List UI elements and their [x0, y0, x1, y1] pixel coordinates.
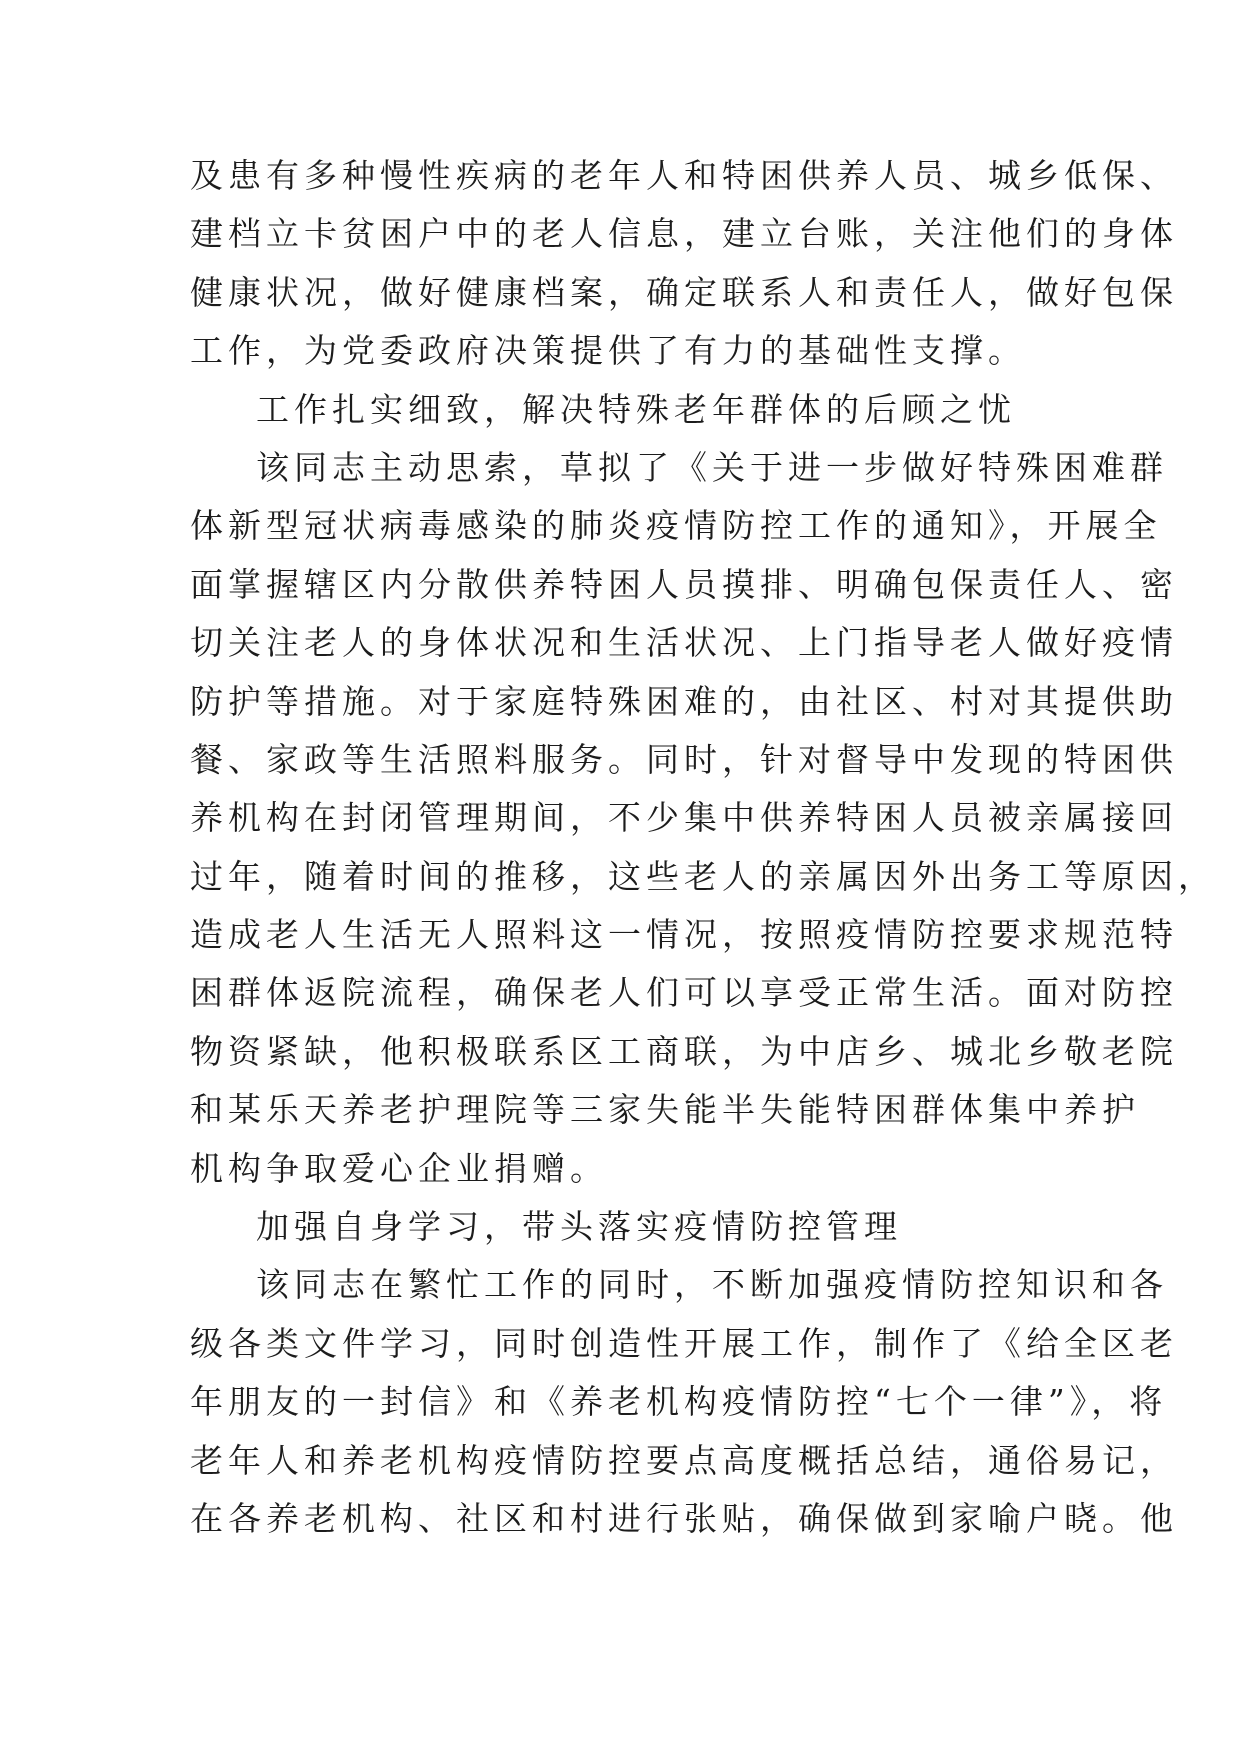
paragraph-first-line: 该同志主动思索，草拟了《关于进一步做好特殊困难群	[256, 447, 1168, 487]
text-line: 面掌握辖区内分散供养特困人员摸排、明确包保责任人、密	[190, 564, 1178, 604]
text-line: 餐、家政等生活照料服务。同时，针对督导中发现的特困供	[190, 739, 1178, 779]
text-line: 体新型冠状病毒感染的肺炎疫情防控工作的通知》，开展全	[190, 506, 1162, 546]
paragraph-first-line: 加强自身学习，带头落实疫情防控管理	[256, 1207, 902, 1247]
text-line: 老年人和养老机构疫情防控要点高度概括总结，通俗易记，	[190, 1440, 1178, 1480]
text-line: 和某乐天养老护理院等三家失能半失能特困群体集中养护	[190, 1090, 1140, 1130]
text-line: 健康状况，做好健康档案，确定联系人和责任人，做好包保	[190, 272, 1178, 312]
document-body	[190, 147, 1216, 1548]
text-line: 年朋友的一封信》和《养老机构疫情防控“七个一律”》，将	[190, 1382, 1168, 1422]
text-line: 建档立卡贫困户中的老人信息，建立台账，关注他们的身体	[190, 214, 1178, 254]
text-line: 造成老人生活无人照料这一情况，按照疫情防控要求规范特	[190, 915, 1178, 955]
text-line: 物资紧缺，他积极联系区工商联，为中店乡、城北乡敬老院	[190, 1031, 1178, 1071]
paragraph-first-line: 该同志在繁忙工作的同时，不断加强疫情防控知识和各	[256, 1265, 1168, 1305]
text-line: 养机构在封闭管理期间，不少集中供养特困人员被亲属接回	[190, 798, 1178, 838]
text-line: 工作，为党委政府决策提供了有力的基础性支撑。	[190, 331, 1026, 371]
text-line: 在各养老机构、社区和村进行张贴，确保做到家喻户晓。他	[190, 1498, 1178, 1538]
text-line: 及患有多种慢性疾病的老年人和特困供养人员、城乡低保、	[190, 156, 1178, 195]
text-line: 机构争取爱心企业捐赠。	[190, 1148, 608, 1188]
text-line: 困群体返院流程，确保老人们可以享受正常生活。面对防控	[190, 973, 1178, 1013]
text-line: 级各类文件学习，同时创造性开展工作，制作了《给全区老	[190, 1323, 1178, 1363]
text-line: 过年，随着时间的推移，这些老人的亲属因外出务工等原因，	[190, 856, 1216, 896]
text-line: 防护等措施。对于家庭特殊困难的，由社区、村对其提供助	[190, 681, 1178, 721]
text-line: 切关注老人的身体状况和生活状况、上门指导老人做好疫情	[190, 623, 1178, 663]
paragraph-first-line: 工作扎实细致，解决特殊老年群体的后顾之忧	[256, 389, 1016, 429]
